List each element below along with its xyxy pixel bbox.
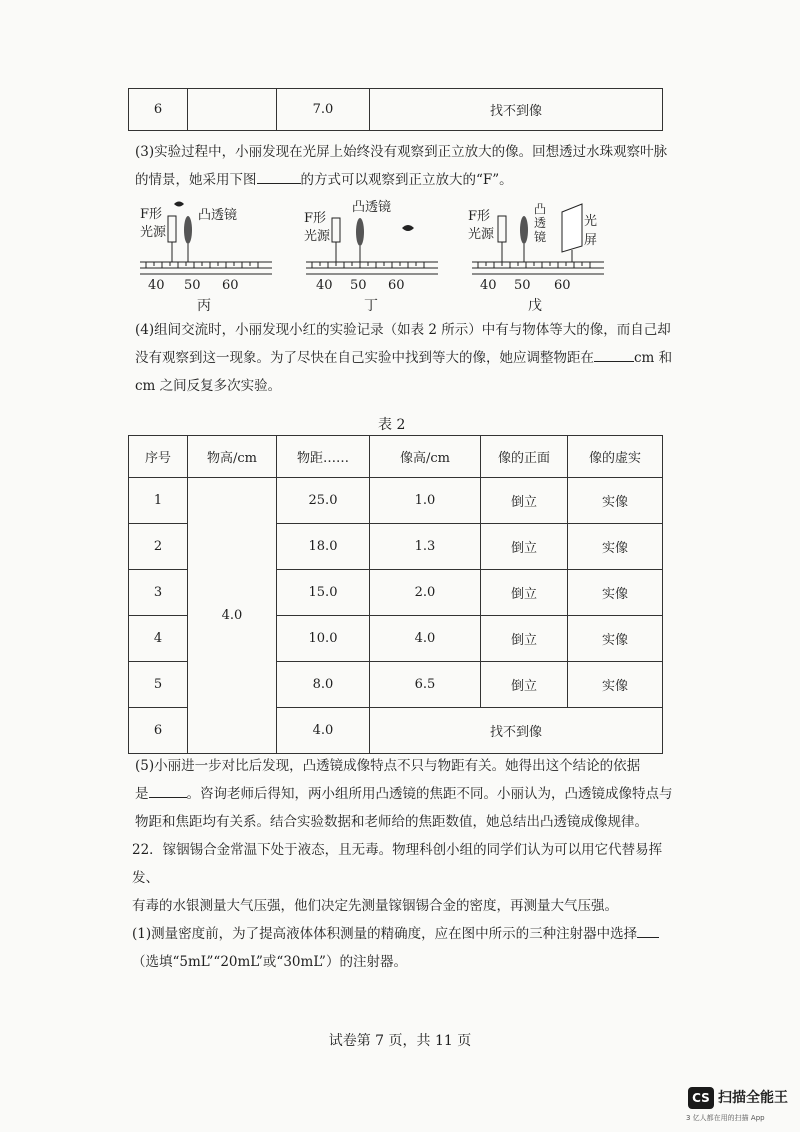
- f-source-label: F形 光源: [304, 211, 331, 244]
- f-source-label: F形 光源: [140, 207, 167, 240]
- cell-img: 1.0: [370, 478, 481, 524]
- cell-nature: 实像: [568, 524, 663, 570]
- q3-text: [135, 138, 675, 194]
- tick-40: 40: [148, 278, 165, 293]
- lens-label-vertical: 凸 透 镜: [534, 202, 547, 244]
- cell-nature: 实像: [568, 662, 663, 708]
- caption-wu: 戊: [528, 298, 542, 314]
- tick-60: 60: [388, 278, 405, 293]
- cell-orient: 倒立: [481, 662, 568, 708]
- cell-dist: 15.0: [277, 570, 370, 616]
- cell-result: 找不到像: [370, 708, 663, 754]
- tick-40: 40: [316, 278, 333, 293]
- cell-orient: 倒立: [481, 616, 568, 662]
- cell-nature: 实像: [568, 616, 663, 662]
- lens-label: 凸透镜: [352, 200, 392, 215]
- top-table-fragment: [128, 88, 663, 131]
- header-cell: 像的正面: [481, 436, 568, 478]
- tick-60: 60: [554, 278, 571, 293]
- tick-50: 50: [514, 278, 531, 293]
- screen-icon: [562, 204, 582, 252]
- cell-object-height: 4.0: [188, 478, 277, 754]
- tick-50: 50: [184, 278, 201, 293]
- cell-dist: 7.0: [277, 89, 370, 131]
- cell-dist: 25.0: [277, 478, 370, 524]
- cell-dist: 8.0: [277, 662, 370, 708]
- header-cell: 序号: [129, 436, 188, 478]
- convex-lens-icon: [520, 216, 528, 244]
- tick-60: 60: [222, 278, 239, 293]
- caption-ding: 丁: [364, 298, 378, 314]
- answer-blank: [149, 781, 187, 798]
- camscanner-tagline: 3 亿人都在用的扫描 App: [686, 1114, 765, 1122]
- table2-caption: 表 2: [378, 417, 406, 433]
- screen-label: 光屏: [584, 214, 598, 248]
- cell-orient: 倒立: [481, 478, 568, 524]
- q22-line1: 22．镓铟锡合金常温下处于液态，且无毒。物理科创小组的同学们认为可以用它代替易挥发、: [132, 842, 663, 886]
- q22-text: [132, 836, 677, 976]
- answer-blank: [257, 167, 301, 184]
- cell-img: 2.0: [370, 570, 481, 616]
- answer-blank: [637, 921, 659, 938]
- header-cell: 像高/cm: [370, 436, 481, 478]
- cell-orient: 倒立: [481, 524, 568, 570]
- page-footer: 试卷第 7 页，共 11 页: [328, 1033, 472, 1049]
- header-cell: 物距……: [277, 436, 370, 478]
- cell-img: 4.0: [370, 616, 481, 662]
- q4-line3: cm 之间反复多次实验。: [135, 378, 282, 394]
- table-row: [129, 478, 663, 524]
- cell-no: 3: [129, 570, 188, 616]
- cell-result: 找不到像: [370, 89, 663, 131]
- eye-icon: [402, 225, 414, 231]
- header-cell: 像的虚实: [568, 436, 663, 478]
- cell-dist: 10.0: [277, 616, 370, 662]
- camscanner-name: 扫描全能王: [718, 1090, 788, 1106]
- q5-line2: 是 。咨询老师后得知，两小组所用凸透镜的焦距不同。小丽认为，凸透镜成像特点与: [135, 780, 675, 808]
- cell-orient: 倒立: [481, 570, 568, 616]
- q22-line2: 有毒的水银测量大气压强，他们决定先测量镓铟锡合金的密度，再测量大气压强。: [132, 898, 618, 914]
- cell-nature: 实像: [568, 478, 663, 524]
- cell-dist: 4.0: [277, 708, 370, 754]
- cell-no: 2: [129, 524, 188, 570]
- q4-line2: 没有观察到这一现象。为了尽快在自己实验中找到等大的像，她应调整物距在 cm 和: [135, 344, 675, 372]
- tick-40: 40: [480, 278, 497, 293]
- cell-no: 5: [129, 662, 188, 708]
- q22-sub1-line1: (1)测量密度前，为了提高液体体积测量的精确度，应在图中所示的三种注射器中选择: [132, 920, 677, 948]
- answer-blank: [594, 345, 634, 362]
- cell-no: 4: [129, 616, 188, 662]
- q5-line1: (5)小丽进一步对比后发现，凸透镜成像特点不只与物距有关。她得出这个结论的依据: [135, 758, 641, 774]
- eye-icon: [174, 202, 184, 207]
- q4-text: [135, 316, 675, 400]
- cell-empty: [188, 89, 277, 131]
- cell-img: 6.5: [370, 662, 481, 708]
- cell-no: 6: [129, 708, 188, 754]
- f-source-label: F形 光源: [468, 209, 495, 242]
- cell-no: 6: [129, 89, 188, 131]
- cell-dist: 18.0: [277, 524, 370, 570]
- table-2: [128, 435, 663, 754]
- q3-line1: (3)实验过程中，小丽发现在光屏上始终没有观察到正立放大的像。回想透过水珠观察叶脉: [135, 144, 668, 160]
- cell-nature: 实像: [568, 570, 663, 616]
- q22-sub1-line2: （选填“5mL”“20mL”或“30mL”）的注射器。: [132, 954, 407, 970]
- convex-lens-icon: [184, 216, 192, 244]
- cell-img: 1.3: [370, 524, 481, 570]
- lens-label: 凸透镜: [198, 208, 238, 223]
- q4-line1: (4)组间交流时，小丽发现小红的实验记录（如表 2 所示）中有与物体等大的像，而自己却: [135, 322, 671, 338]
- tick-50: 50: [350, 278, 367, 293]
- q5-line3: 物距和焦距均有关系。结合实验数据和老师给的焦距数值，她总结出凸透镜成像规律。: [135, 814, 648, 830]
- q3-line2: 的情景，她采用下图 的方式可以观察到正立放大的“F”。: [135, 166, 675, 194]
- cell-no: 1: [129, 478, 188, 524]
- camscanner-logo-icon: CS: [688, 1087, 714, 1109]
- caption-bing: 丙: [197, 298, 211, 314]
- header-cell: 物高/cm: [188, 436, 277, 478]
- convex-lens-icon: [356, 218, 364, 246]
- q5-text: [135, 752, 675, 836]
- table-header-row: [129, 436, 663, 478]
